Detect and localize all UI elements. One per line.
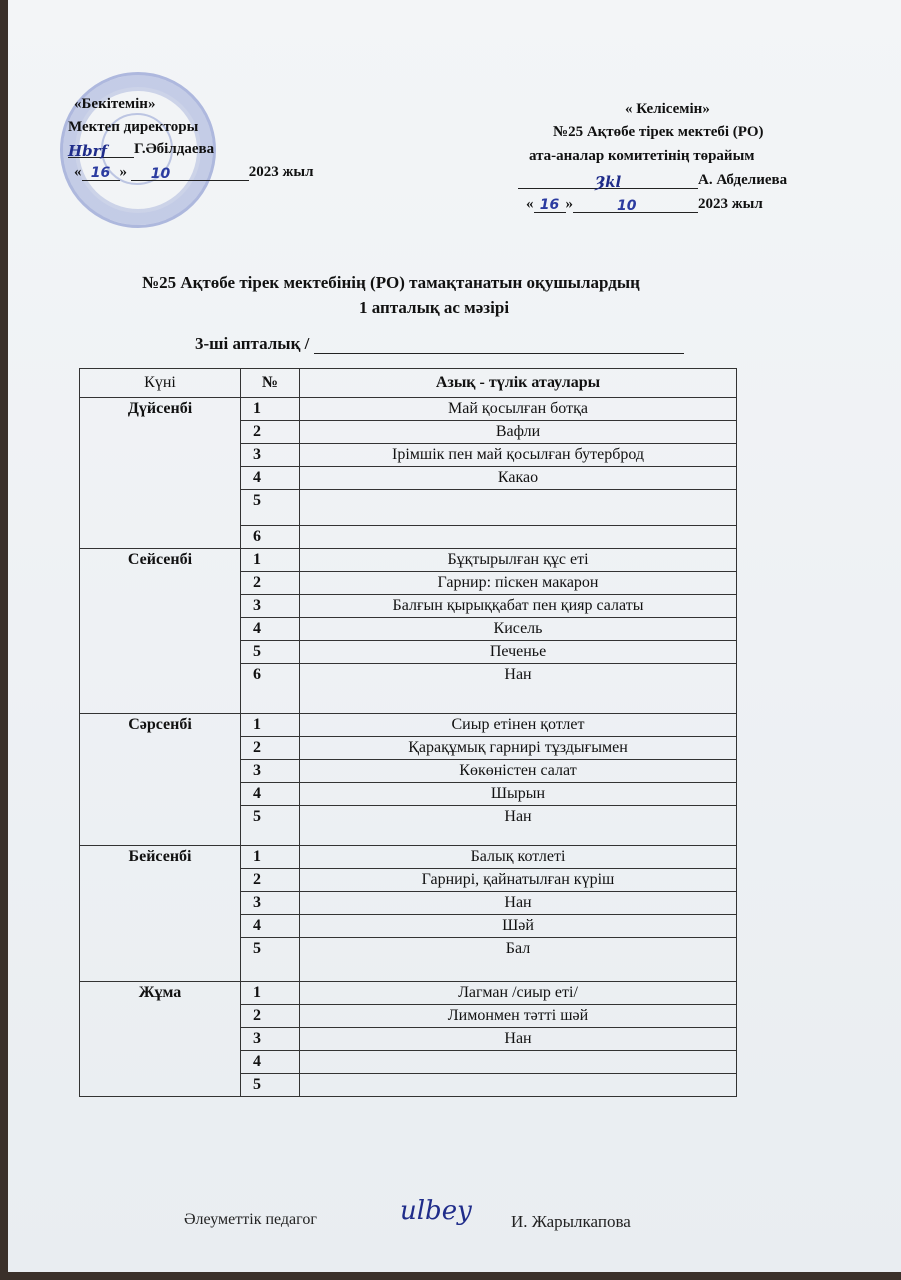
table-row [80,982,737,1005]
menu-item: Ірімшік пен май қосылған бутерброд [300,444,737,467]
day-cell-thursday: Бейсенбі [80,846,241,982]
week-label: 3-ші апталық / [195,334,310,353]
approve-name-line [68,141,214,158]
row-number: 1 [241,982,300,1005]
menu-title-line1: №25 Ақтөбе тірек мектебінің (РО) тамақтанатын оқушылардың [142,273,640,292]
row-number: 4 [241,915,300,938]
agree-name-line [518,172,787,189]
menu-item [300,490,737,526]
row-number: 5 [241,806,300,846]
row-number: 1 [241,846,300,869]
chair-signature: Ȝkl [518,173,698,189]
row-number: 3 [241,595,300,618]
row-number: 6 [241,526,300,549]
menu-item: Шырын [300,783,737,806]
menu-item: Бұқтырылған құс еті [300,549,737,572]
agree-title: « Келісемін» [625,101,710,117]
approve-name: Г.Әбілдаева [134,141,215,157]
menu-item: Балғын қырыққабат пен қияр салаты [300,595,737,618]
menu-item: Нан [300,892,737,915]
table-row [80,549,737,572]
row-number: 1 [241,398,300,421]
row-number: 5 [241,938,300,982]
day-cell-friday: Жұма [80,982,241,1097]
pedagog-signature: ulbey [400,1196,472,1226]
row-number: 5 [241,490,300,526]
menu-item: Сиыр етінен қотлет [300,714,737,737]
menu-item [300,1074,737,1097]
menu-item: Кисель [300,618,737,641]
col-header-day: Күні [80,369,241,398]
table-row [80,398,737,421]
row-number: 3 [241,1028,300,1051]
col-header-num: № [241,369,300,398]
menu-item: Қарақұмық гарнирі тұздығымен [300,737,737,760]
row-number: 6 [241,664,300,714]
col-header-item: Азық - түлік атаулары [300,369,737,398]
row-number: 5 [241,641,300,664]
approve-month: 10 [131,166,249,181]
menu-item [300,1051,737,1074]
row-number: 4 [241,467,300,490]
row-number: 3 [241,892,300,915]
agree-date: « 16 » 10 2023 жыл [526,196,763,214]
row-number: 2 [241,421,300,444]
menu-item: Нан [300,664,737,714]
menu-item: Лагман /сиыр еті/ [300,982,737,1005]
document-page [8,0,901,1272]
menu-title-line2: 1 апталық ас мәзірі [359,298,510,317]
menu-item: Көкөністен салат [300,760,737,783]
menu-item: Печенье [300,641,737,664]
table-row [80,714,737,737]
menu-item: Бал [300,938,737,982]
menu-item: Вафли [300,421,737,444]
day-cell-wednesday: Сәрсенбі [80,714,241,846]
agree-org: №25 Ақтөбе тірек мектебі (РО) [553,124,764,140]
row-number: 2 [241,869,300,892]
menu-item: Шәй [300,915,737,938]
menu-item [300,526,737,549]
row-number: 3 [241,760,300,783]
row-number: 2 [241,572,300,595]
menu-item: Нан [300,1028,737,1051]
approve-date: « 16 » 10 2023 жыл [74,164,314,182]
approve-role: Мектеп директоры [68,119,199,135]
agree-month: 10 [573,198,698,213]
row-number: 3 [241,444,300,467]
row-number: 4 [241,783,300,806]
footer-role: Әлеуметтік педагог [184,1211,317,1228]
menu-item: Какао [300,467,737,490]
agree-year: 2023 жыл [698,196,763,212]
day-cell-monday: Дүйсенбі [80,398,241,549]
menu-item: Гарнирі, қайнатылған күріш [300,869,737,892]
row-number: 4 [241,618,300,641]
day-cell-tuesday: Сейсенбі [80,549,241,714]
agree-role: ата-аналар комитетінің төрайым [529,148,755,164]
approve-year: 2023 жыл [248,164,314,180]
menu-item: Май қосылған ботқа [300,398,737,421]
approve-title: «Бекітемін» [74,96,156,112]
menu-item: Лимонмен тәтті шәй [300,1005,737,1028]
menu-item: Балық котлеті [300,846,737,869]
row-number: 2 [241,1005,300,1028]
week-line [195,334,684,354]
row-number: 1 [241,549,300,572]
table-row [80,846,737,869]
menu-table [79,368,737,1097]
agree-name: А. Абделиева [698,172,788,188]
row-number: 2 [241,737,300,760]
footer-name: И. Жарылкапова [511,1212,631,1231]
approve-day: 16 [82,165,120,181]
agree-day: 16 [534,197,566,213]
director-signature: Hbrf [68,142,134,158]
table-header-row [80,369,737,398]
menu-item: Гарнир: піскен макарон [300,572,737,595]
menu-item: Нан [300,806,737,846]
row-number: 4 [241,1051,300,1074]
row-number: 1 [241,714,300,737]
row-number: 5 [241,1074,300,1097]
